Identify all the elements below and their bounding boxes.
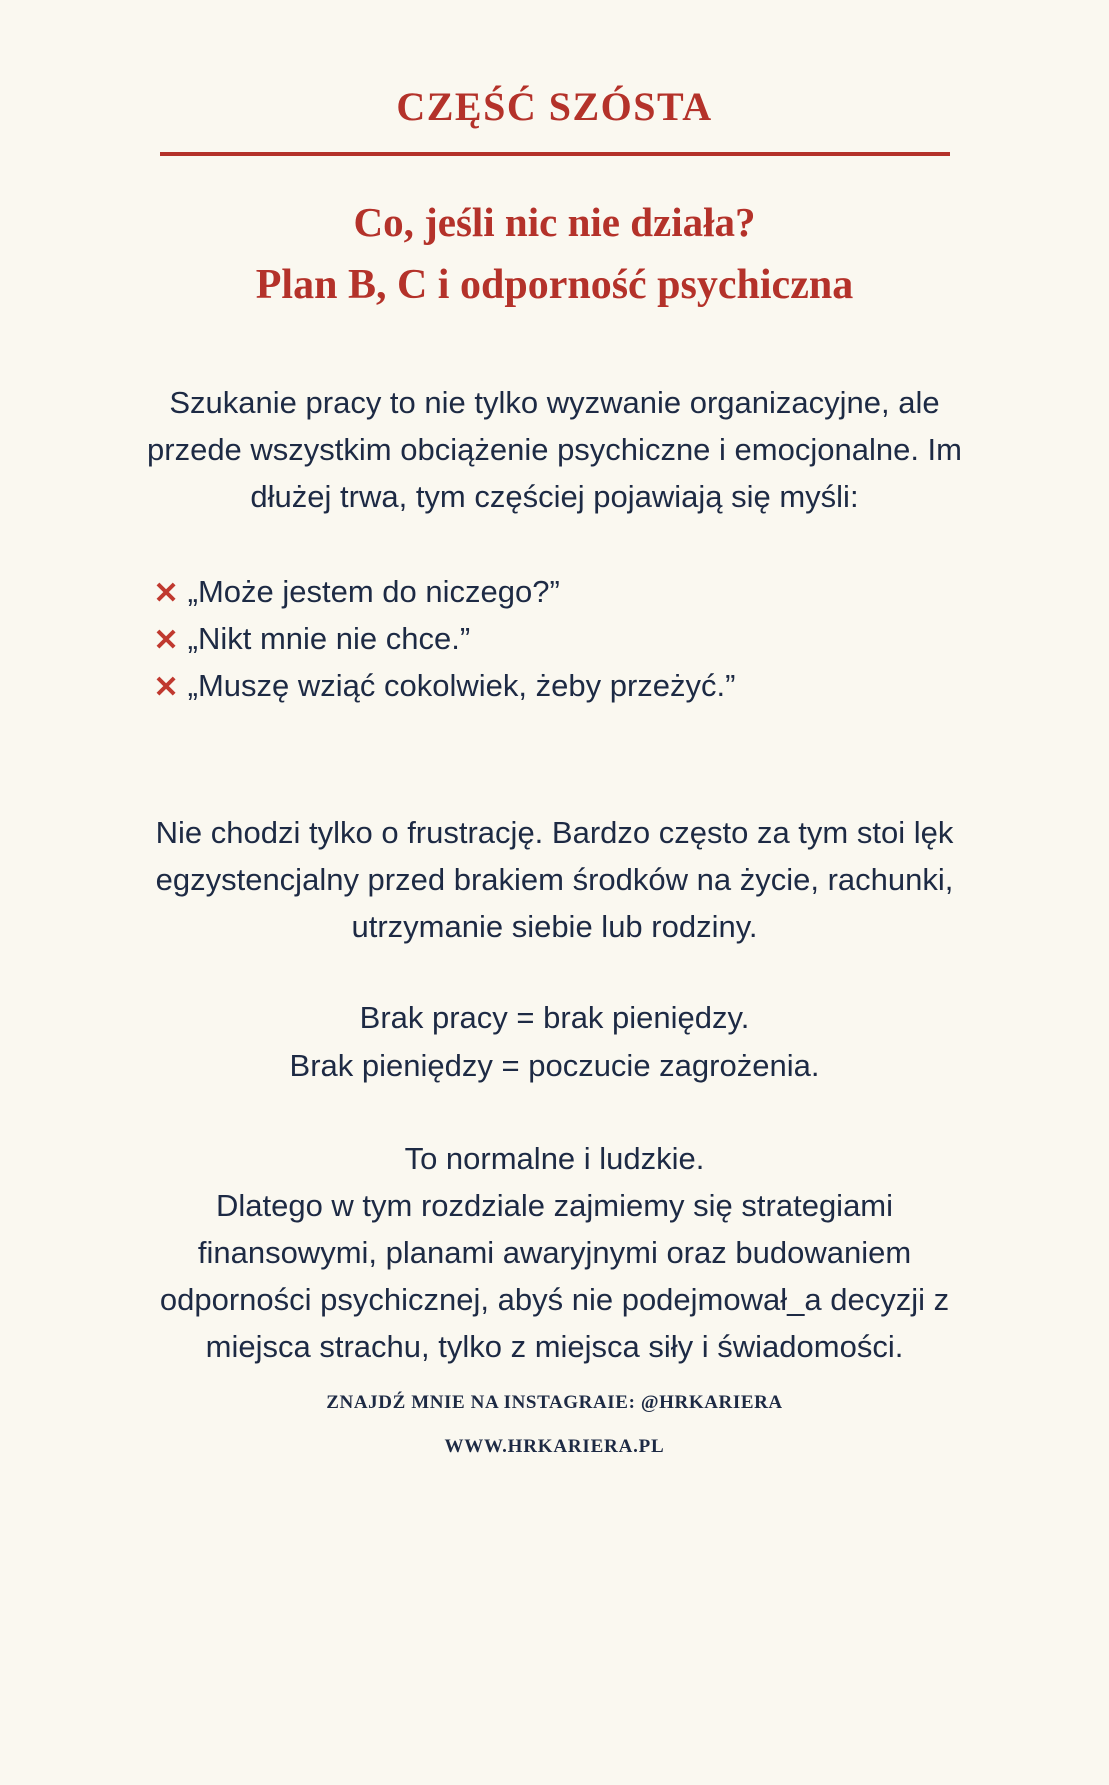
equations-block: [140, 994, 970, 1088]
list-item: [154, 615, 970, 662]
cross-icon: ✕: [153, 576, 179, 610]
equation-line-2: Brak pieniędzy = poczucie zagrożenia.: [289, 1047, 820, 1083]
footer-website: WWW.HRKARIERA.PL: [444, 1436, 665, 1458]
list-item: [154, 568, 970, 615]
cross-icon: ✕: [153, 671, 179, 705]
list-item-label: „Muszę wziąć cokolwiek, żeby przeżyć.”: [187, 668, 736, 704]
closing-block: [140, 1135, 970, 1371]
header-divider: [160, 152, 950, 156]
part-label: CZĘŚĆ SZÓSTA: [396, 84, 713, 129]
closing-lead: To normalne i ludzkie.: [404, 1140, 705, 1176]
title-line-2: Plan B, C i odporność psychiczna: [255, 261, 854, 308]
page-title: [105, 192, 1005, 317]
footer: [326, 1392, 783, 1458]
mid-paragraph: Nie chodzi tylko o frustrację. Bardzo często za tym stoi lęk egzystencjalny przed brakiem środków na życie, rachunki, utrzymanie siebie lub rodziny.: [155, 815, 954, 945]
equation-line-1: Brak pracy = brak pieniędzy.: [359, 1000, 750, 1036]
list-item: [154, 662, 970, 709]
list-item-label: „Może jestem do niczego?”: [187, 573, 560, 609]
closing-paragraph: Dlatego w tym rozdziale zajmiemy się strategiami finansowymi, planami awaryjnymi oraz budowaniem odporności psychicznej, abyś nie podejmował_a decyzji z miejsca strachu, tylko z miejsca siły i świadomości.: [159, 1187, 950, 1365]
cross-icon: ✕: [153, 623, 179, 657]
intro-paragraph: Szukanie pracy to nie tylko wyzwanie organizacyjne, ale przede wszystkim obciążenie psychiczne i emocjonalne. Im dłużej trwa, tym częściej pojawiają się myśli:: [147, 384, 962, 514]
title-line-1: Co, jeśli nic nie działa?: [353, 199, 756, 245]
list-item-label: „Nikt mnie nie chce.”: [187, 620, 471, 656]
thoughts-list: [140, 568, 970, 709]
footer-instagram: ZNAJDŹ MNIE NA INSTAGRAIE: @HRKARIERA: [326, 1392, 783, 1414]
